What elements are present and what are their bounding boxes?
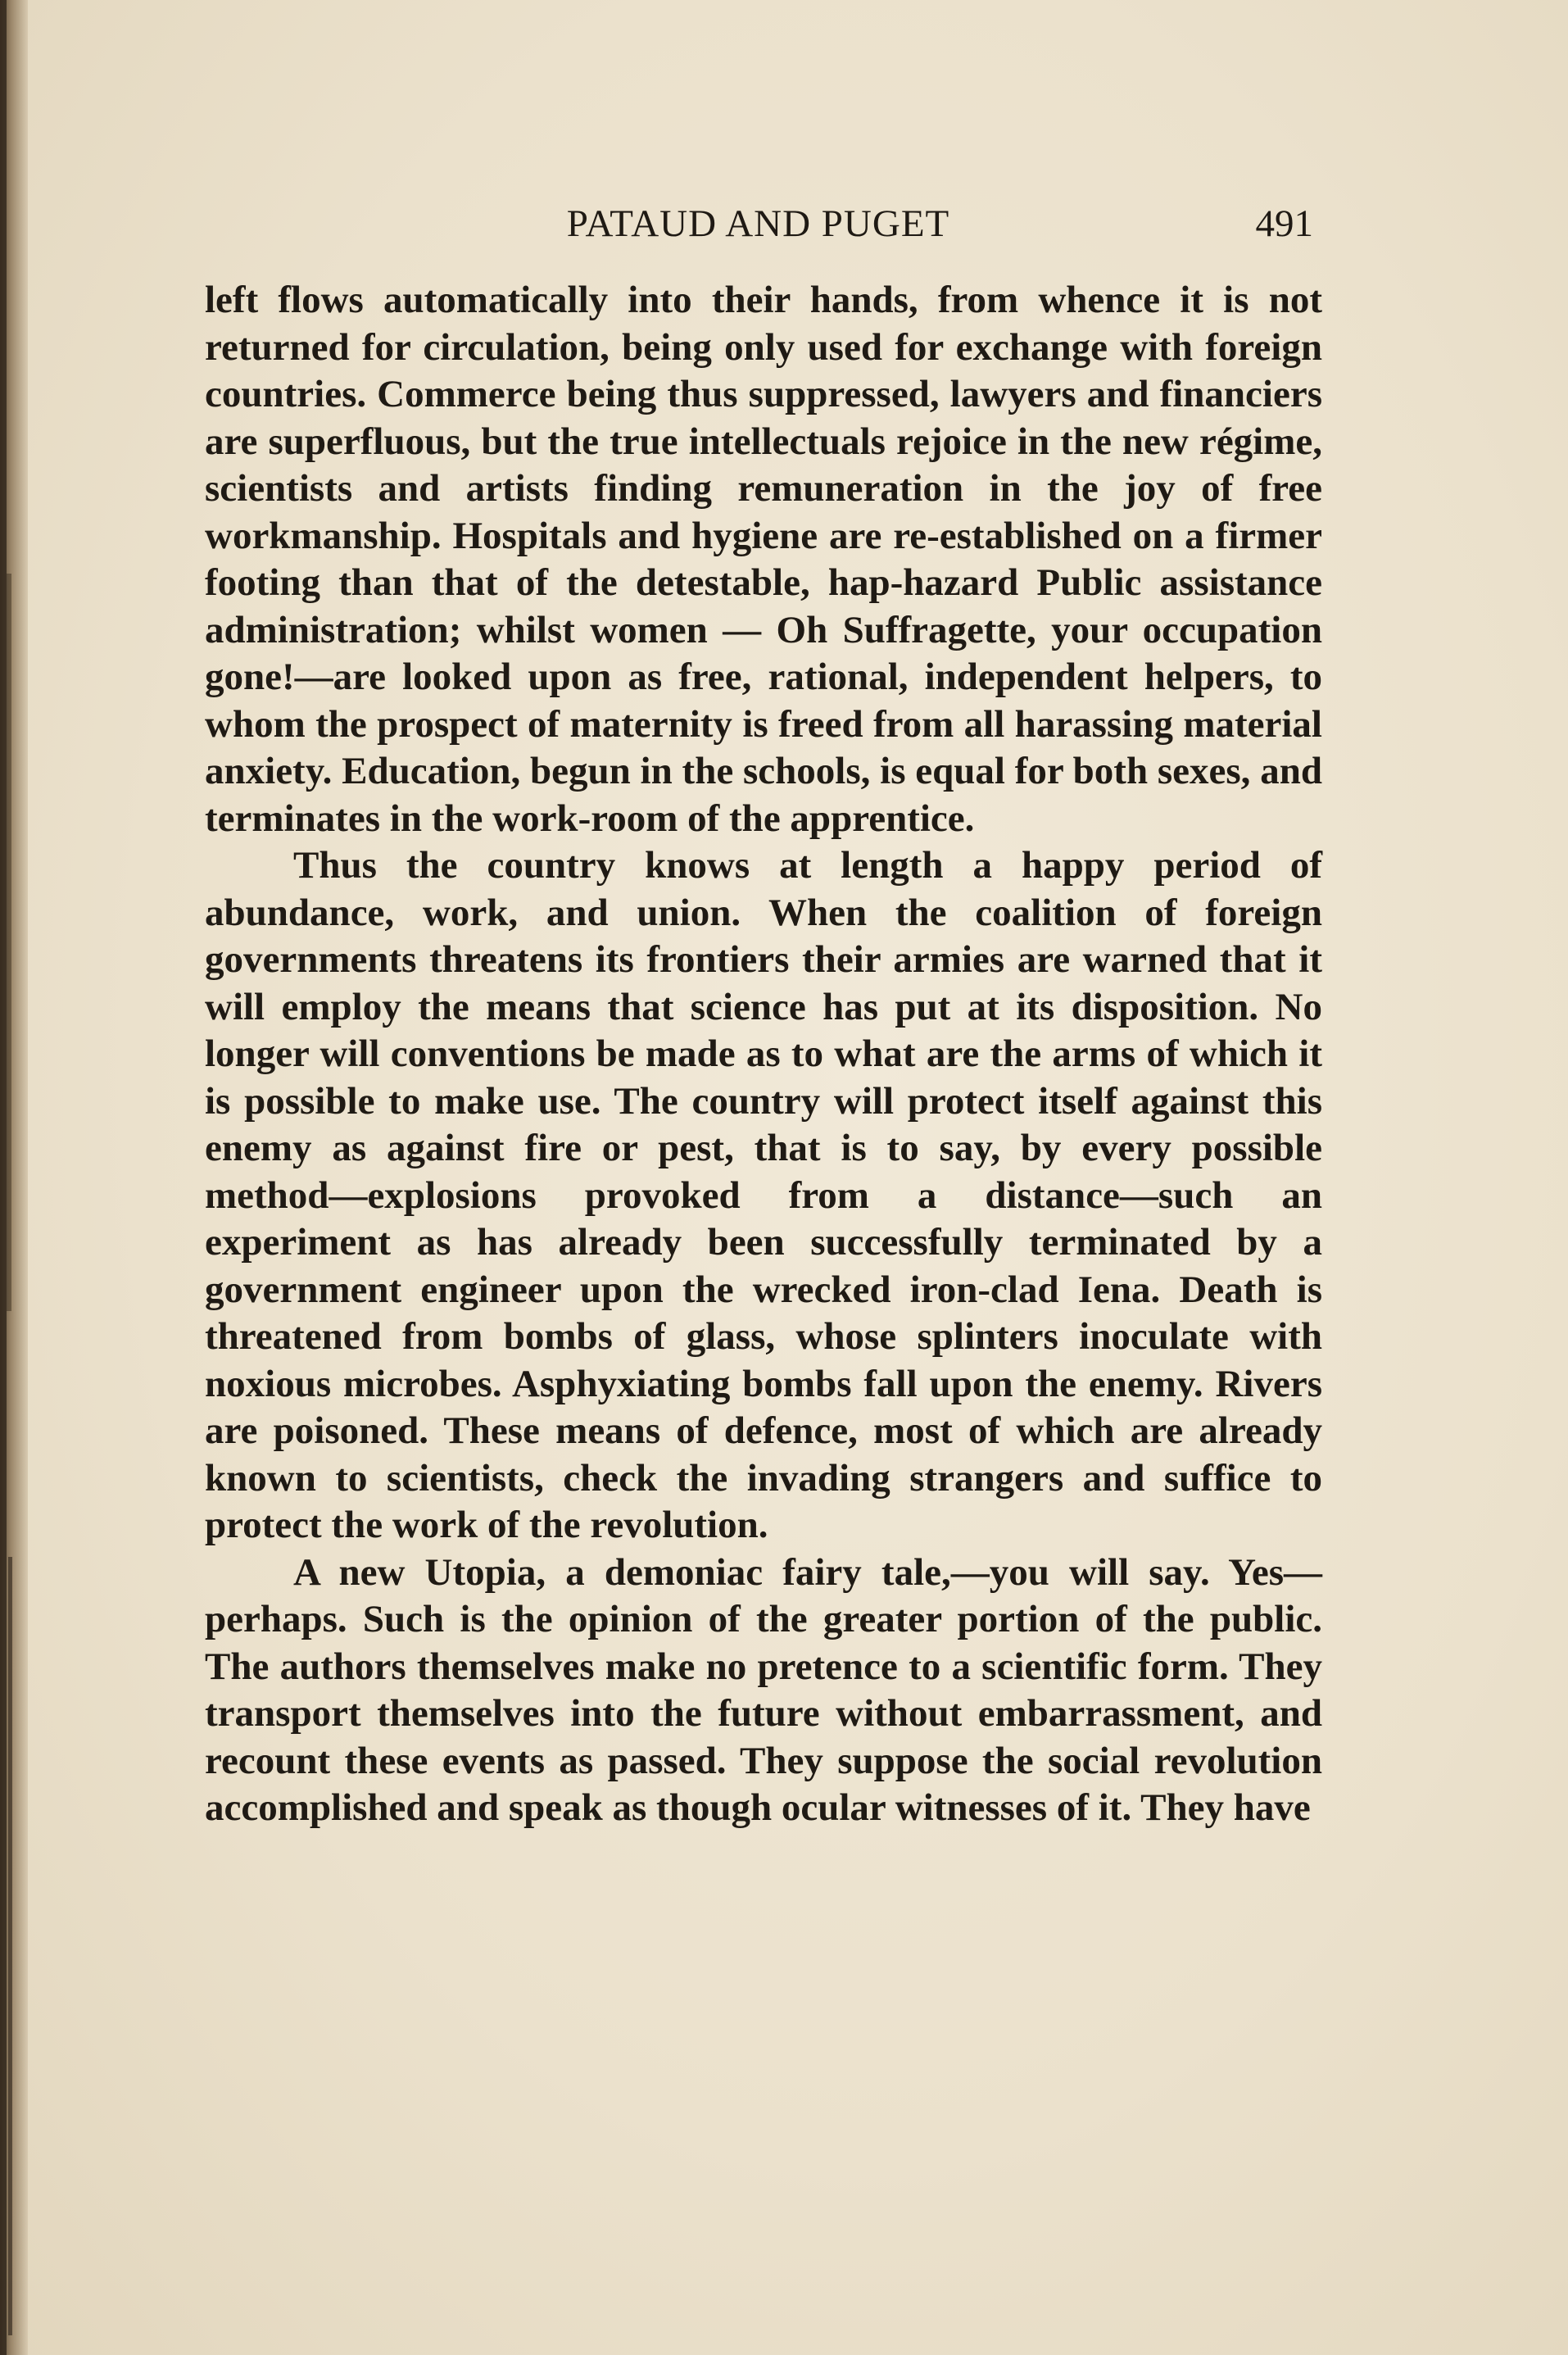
paragraph: A new Utopia, a demoniac fairy tale,—you will say. Yes—perhaps. Such is the opinion of the greater portion of the public. The authors themselves make no pretence to a scientific form. They transport themselves into the future without embarrassment, and recount these events as passed. They suppose the social revolution accomplished and speak as though ocular witnesses of it. They have: [205, 1550, 1322, 1829]
paragraph: Thus the country knows at length a happy period of abundance, work, and union. When the coalition of foreign governments threatens its frontiers their armies are warned that it will employ the means that science has put at its disposition. No longer will conventions be made as to what are the arms of which it is possible to make use. The country will protect itself against this enemy as against fire or pest, that is to say, by every possible method—explosions provoked from a distance—such an experiment as has already been successfully terminated by a government engineer upon the wrecked iron-clad Iena. Death is threatened from bombs of glass, whose splinters inoculate with noxious microbes. Asphyxiating bombs fall upon the enemy. Rivers are poisoned. These means of defence, most of which are already known to scientists, check the invading strangers and suffice to protect the work of the revolution.: [205, 844, 1322, 1546]
page-header: [203, 195, 1313, 252]
running-title: PATAUD AND PUGET: [566, 202, 950, 245]
page-gutter: [0, 0, 28, 2355]
page-number: 491: [1255, 202, 1313, 245]
body-text: [205, 277, 1322, 1832]
paragraph: left flows automatically into their hands, from whence it is not returned for circulation, being only used for exchange with foreign countries. Commerce being thus suppressed, lawyers and financiers are superfluous, but the true intellectuals rejoice in the new régime, scientists and artists finding remuneration in the joy of free workmanship. Hospitals and hygiene are re-established on a firmer footing than that of the detestable, hap-hazard Public assistance administration; whilst women — Oh Suffragette, your occupation gone!—are looked upon as free, rational, independent helpers, to whom the prospect of maternity is freed from all harassing material anxiety. Education, begun in the schools, is equal for both sexes, and terminates in the work-room of the apprentice.: [205, 279, 1322, 840]
